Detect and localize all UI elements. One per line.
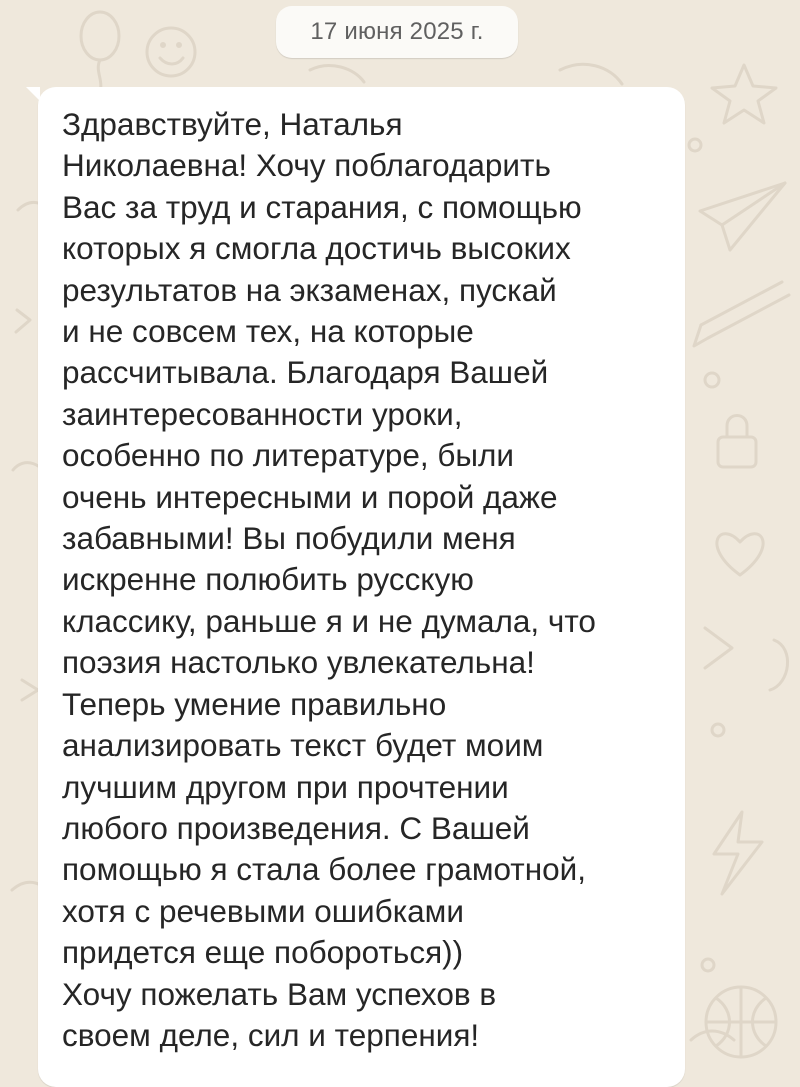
message-line: поэзия настолько увлекательна! (62, 644, 535, 681)
message-line: любого произведения. С Вашей (62, 809, 530, 846)
message-line: хотя с речевыми ошибками (62, 892, 464, 929)
message-line: Теперь умение правильно (62, 685, 447, 722)
incoming-message-bubble[interactable] (38, 87, 685, 1087)
message-line: особенно по литературе, были (62, 437, 515, 474)
message-line: очень интересными и порой даже (62, 478, 558, 515)
message-line: анализировать текст будет моим (62, 727, 544, 764)
message-line: и не совсем тех, на которые (62, 313, 474, 350)
message-line: лучшим другом при прочтении (62, 768, 509, 805)
message-line: Николаевна! Хочу поблагодарить (62, 147, 551, 184)
message-line: забавными! Вы побудили меня (62, 520, 516, 557)
message-line: помощью я стала более грамотной, (62, 851, 586, 888)
message-text (62, 104, 672, 1056)
message-line: искренне полюбить русскую (62, 561, 474, 598)
message-line: Здравствуйте, Наталья (62, 106, 403, 142)
message-line: своем деле, сил и терпения! (62, 1016, 480, 1053)
message-line: результатов на экзаменах, пускай (62, 271, 557, 308)
message-line: Хочу пожелать Вам успехов в (62, 975, 497, 1012)
message-line: рассчитывала. Благодаря Вашей (62, 354, 549, 391)
message-line: заинтересованности уроки, (62, 395, 463, 432)
message-line: которых я смогла достичь высоких (62, 230, 571, 267)
message-line: придется еще побороться)) (62, 934, 464, 971)
message-line: классику, раньше я и не думала, что (62, 602, 596, 639)
message-line: Вас за труд и старания, с помощью (62, 188, 582, 225)
date-separator: 17 июня 2025 г. (276, 6, 518, 58)
